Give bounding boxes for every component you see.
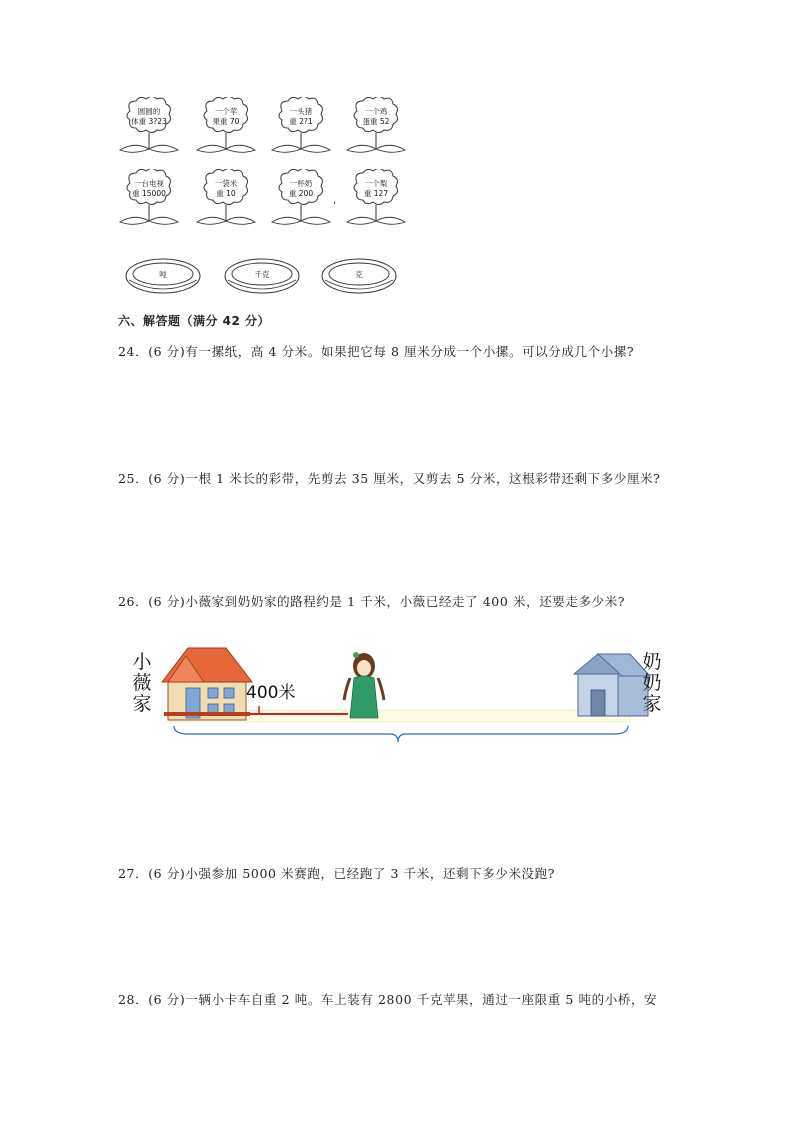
flower-text-line2: 重 200 <box>288 189 314 198</box>
flower-text-line2: 果重 70 <box>212 117 240 126</box>
flower-text-line1: 一个鸡 <box>364 107 388 116</box>
route-diagram <box>128 638 673 750</box>
question-27: 27．(6 分)小强参加 5000 米赛跑，已经跑了 3 千米，还剩下多少米没跑? <box>118 866 556 881</box>
separator-comma: , <box>333 195 337 206</box>
label-char: 奶 <box>642 651 662 673</box>
question-28: 28．(6 分)一辆小卡车自重 2 吨。车上装有 2800 千克苹果，通过一座限重 5 吨的小桥，安 <box>118 992 658 1007</box>
flower-text-line1: 一袋米 <box>214 179 238 188</box>
flower-text-line1: 一个梨 <box>364 179 388 188</box>
label-char: 奶 <box>642 672 662 694</box>
flower-card <box>270 97 332 161</box>
flower-text-line2: 重 2?1 <box>289 117 313 126</box>
label-char: 小 <box>132 651 152 673</box>
basket-gram <box>320 256 398 296</box>
basket-label: 克 <box>355 270 363 279</box>
basket-label: 千克 <box>254 270 270 279</box>
flower-text-line2: 蛋重 52 <box>362 117 390 126</box>
flower-card <box>195 169 257 233</box>
flower-card <box>118 169 180 233</box>
flower-text-line1: 一台电视 <box>134 179 164 188</box>
question-24: 24．(6 分)有一摞纸，高 4 分米。如果把它每 8 厘米分成一个小摞。可以分成几个小摞? <box>118 344 635 359</box>
flower-text-line2: 重 127 <box>363 189 389 198</box>
flower-text-line2: 重 15000 <box>132 189 166 198</box>
flower-card <box>345 169 407 233</box>
label-char: 薇 <box>132 672 152 694</box>
flower-text-line1: 一杯奶 <box>289 179 313 188</box>
house-left-icon <box>162 648 252 720</box>
basket-kilogram <box>223 256 301 296</box>
girl-icon <box>344 652 384 718</box>
flower-text-line1: 一头猪 <box>289 107 313 116</box>
label-char: 家 <box>642 693 662 715</box>
flower-text-line2: 体重 3?23 <box>131 117 167 126</box>
flower-text-line1: 圆圆的 <box>137 107 161 116</box>
question-26: 26．(6 分)小薇家到奶奶家的路程约是 1 千米，小薇已经走了 400 米，还要走多少米? <box>118 594 626 609</box>
total-distance-brace <box>174 726 628 742</box>
route-drawing <box>128 638 673 750</box>
basket-ton <box>124 256 202 296</box>
label-char: 家 <box>132 693 152 715</box>
question-25: 25．(6 分)一根 1 米长的彩带，先剪去 35 厘米，又剪去 5 分米，这根彩带还剩下多少厘米? <box>118 471 661 486</box>
section-title: 六、解答题（满分 42 分） <box>118 314 271 328</box>
basket-label: 吨 <box>159 270 167 279</box>
distance-label: 400米 <box>246 683 296 703</box>
flower-text-line2: 重 10 <box>216 189 236 198</box>
flower-card <box>118 97 180 161</box>
flower-card <box>195 97 257 161</box>
flower-card <box>270 169 332 233</box>
grandma-home-label <box>640 652 664 715</box>
flower-text-line1: 一个苹 <box>214 107 238 116</box>
flower-card <box>345 97 407 161</box>
house-right-icon <box>574 654 650 716</box>
